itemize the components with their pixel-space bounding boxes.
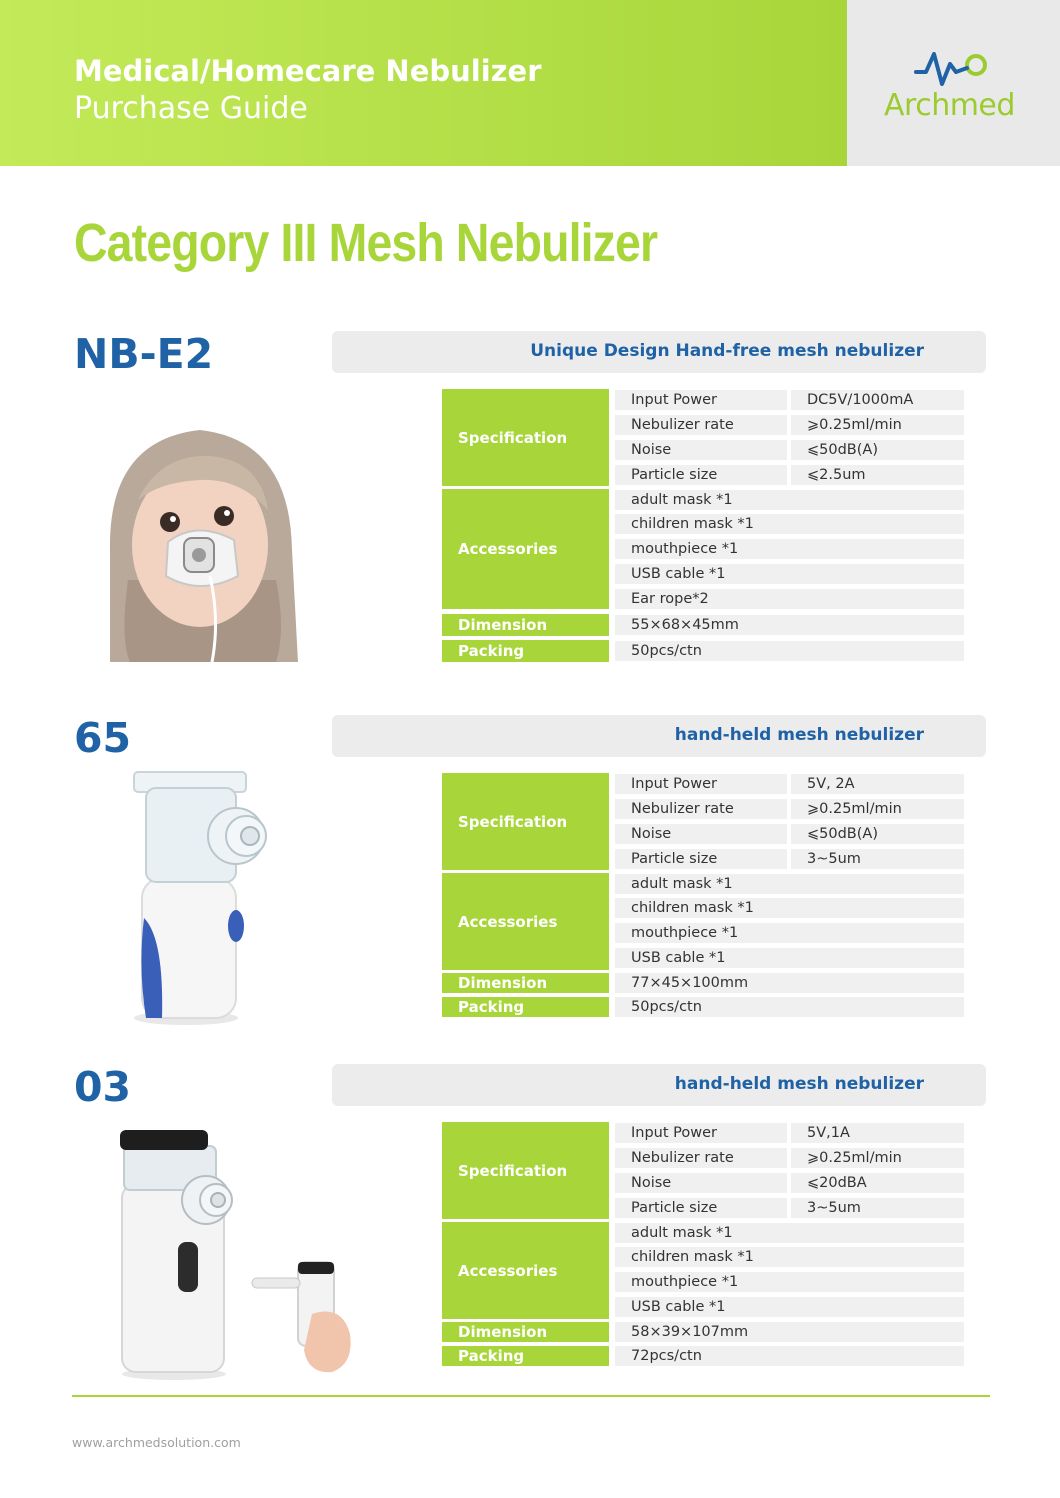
brand-logo-text: Archmed: [884, 88, 1015, 123]
accessory-item: mouthpiece *1: [615, 539, 964, 559]
spec-value: 3~5um: [791, 1198, 964, 1218]
category-title: Category III Mesh Nebulizer: [74, 213, 658, 273]
banner-text: hand-held mesh nebulizer: [674, 725, 924, 745]
spec-value: ⩽50dB(A): [791, 824, 964, 844]
accessory-item: adult mask *1: [615, 874, 964, 894]
spec-value: 5V,1A: [791, 1123, 964, 1143]
header-title: Medical/Homecare Nebulizer: [74, 54, 542, 88]
label-dimension: Dimension: [442, 614, 609, 636]
spec-name: Input Power: [615, 774, 787, 794]
spec-name: Noise: [615, 1173, 787, 1193]
spec-value: DC5V/1000mA: [791, 390, 964, 410]
handheld-nebulizer-white-image: [112, 1124, 362, 1380]
spec-value: ⩽50dB(A): [791, 440, 964, 460]
spec-value: 3~5um: [791, 849, 964, 869]
spec-value: ⩽2.5um: [791, 465, 964, 485]
heartbeat-logo-icon: [912, 46, 992, 88]
spec-name: Particle size: [615, 1198, 787, 1218]
spec-name: Nebulizer rate: [615, 1148, 787, 1168]
spec-name: Particle size: [615, 465, 787, 485]
label-dimension: Dimension: [442, 1322, 609, 1342]
label-specification: Specification: [442, 1122, 609, 1219]
spec-name: Input Power: [615, 390, 787, 410]
spec-name: Noise: [615, 440, 787, 460]
dimension-value: 77×45×100mm: [615, 973, 964, 993]
banner-text: hand-held mesh nebulizer: [674, 1074, 924, 1094]
model-name: 03: [74, 1063, 132, 1111]
dimension-value: 55×68×45mm: [615, 615, 964, 635]
accessory-item: adult mask *1: [615, 1223, 964, 1243]
model-name: 65: [74, 714, 132, 762]
label-dimension: Dimension: [442, 973, 609, 993]
banner-text: Unique Design Hand-free mesh nebulizer: [530, 341, 924, 361]
accessory-item: USB cable *1: [615, 564, 964, 584]
accessory-item: USB cable *1: [615, 1297, 964, 1317]
spec-value: 5V, 2A: [791, 774, 964, 794]
spec-value: ⩾0.25ml/min: [791, 799, 964, 819]
label-specification: Specification: [442, 389, 609, 486]
spec-value: ⩾0.25ml/min: [791, 1148, 964, 1168]
packing-value: 50pcs/ctn: [615, 997, 964, 1017]
accessory-item: children mask *1: [615, 898, 964, 918]
spec-name: Nebulizer rate: [615, 799, 787, 819]
handheld-nebulizer-blue-image: [124, 768, 284, 1028]
spec-value: ⩽20dBA: [791, 1173, 964, 1193]
spec-value: ⩾0.25ml/min: [791, 415, 964, 435]
baby-with-nebulizer-image: [100, 400, 300, 662]
accessory-item: USB cable *1: [615, 948, 964, 968]
label-accessories: Accessories: [442, 873, 609, 970]
footer-url[interactable]: www.archmedsolution.com: [72, 1435, 241, 1450]
dimension-value: 58×39×107mm: [615, 1322, 964, 1342]
label-packing: Packing: [442, 997, 609, 1017]
accessory-item: mouthpiece *1: [615, 1272, 964, 1292]
spec-name: Input Power: [615, 1123, 787, 1143]
label-packing: Packing: [442, 640, 609, 662]
label-packing: Packing: [442, 1346, 609, 1366]
label-accessories: Accessories: [442, 1222, 609, 1319]
model-name: NB-E2: [74, 330, 214, 378]
page-header: [0, 0, 1060, 166]
product-banner: [332, 331, 986, 373]
product-banner: [332, 1064, 986, 1106]
header-subtitle: Purchase Guide: [74, 91, 308, 126]
accessory-item: mouthpiece *1: [615, 923, 964, 943]
label-specification: Specification: [442, 773, 609, 870]
footer-divider: [72, 1395, 990, 1397]
packing-value: 50pcs/ctn: [615, 641, 964, 661]
packing-value: 72pcs/ctn: [615, 1346, 964, 1366]
accessory-item: Ear rope*2: [615, 589, 964, 609]
spec-name: Particle size: [615, 849, 787, 869]
spec-name: Nebulizer rate: [615, 415, 787, 435]
accessory-item: adult mask *1: [615, 490, 964, 510]
accessory-item: children mask *1: [615, 514, 964, 534]
accessory-item: children mask *1: [615, 1247, 964, 1267]
product-banner: [332, 715, 986, 757]
spec-name: Noise: [615, 824, 787, 844]
label-accessories: Accessories: [442, 489, 609, 609]
